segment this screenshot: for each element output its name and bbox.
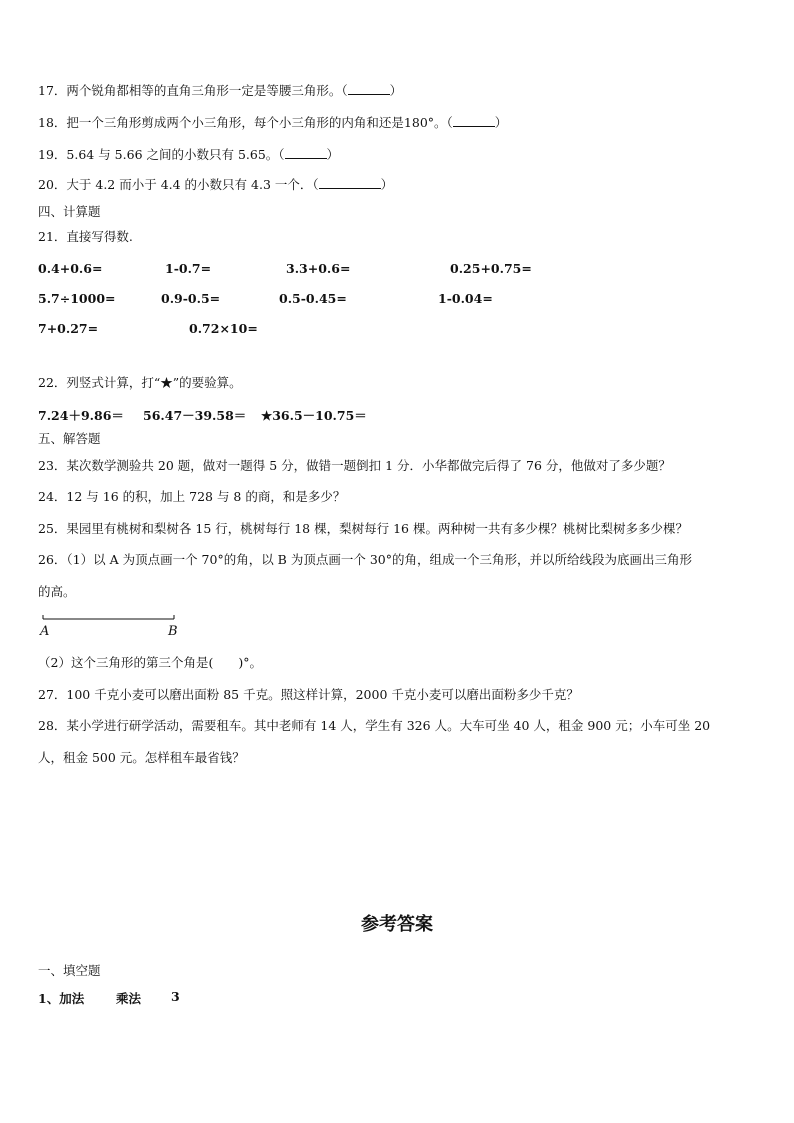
question-20-close: ）	[380, 177, 394, 192]
question-18	[38, 115, 507, 131]
calc-item: ★36.5－10.75＝	[261, 408, 367, 423]
answer-1-a: 1、加法	[38, 991, 85, 1006]
question-27: 27．100 千克小麦可以磨出面粉 85 千克。照这样计算，2000 千克小麦可以磨出面粉多少千克？	[38, 687, 579, 702]
question-26-line-2: 的高。	[38, 584, 76, 599]
answer-blank[interactable]	[285, 147, 327, 159]
answer-blank[interactable]	[453, 115, 495, 127]
question-26-line-1: 26．（1）以 A 为顶点画一个 70°的角，以 B 为顶点画一个 30°的角，组成一个三角形，并以所给线段为底画出三角形	[38, 552, 692, 567]
section-heading: 五、解答题	[38, 431, 101, 446]
calc-item: 3.3+0.6=	[286, 261, 351, 276]
segment-ab	[40, 612, 190, 642]
calc-item: 5.7÷1000=	[38, 291, 116, 306]
calc-row-1	[38, 261, 758, 277]
question-17-text: 17．两个锐角都相等的直角三角形一定是等腰三角形。（	[38, 83, 348, 98]
calc-item: 7+0.27=	[38, 321, 99, 336]
calc-item: 0.25+0.75=	[450, 261, 532, 276]
segment-ab-line	[40, 612, 190, 624]
calc-item: 1-0.7=	[165, 261, 212, 276]
question-19-close: ）	[326, 147, 340, 162]
point-b-label: B	[168, 624, 178, 639]
point-a-label: A	[40, 624, 50, 639]
question-20-text: 20．大于 4.2 而小于 4.4 的小数只有 4.3 一个．（	[38, 177, 319, 192]
question-22: 22．列竖式计算，打“★”的要验算。	[38, 375, 242, 390]
answer-blank[interactable]	[348, 83, 390, 95]
question-18-close: ）	[494, 115, 508, 130]
calc-item: 0.4+0.6=	[38, 261, 103, 276]
question-18-text: 18．把一个三角形剪成两个小三角形，每个小三角形的内角和还是180°。（	[38, 115, 453, 130]
answer-blank[interactable]	[319, 177, 381, 189]
vertical-calc-row	[38, 406, 758, 422]
answer-key-title: 参考答案	[361, 914, 433, 935]
answer-1-b: 乘法	[116, 991, 142, 1006]
question-28-line-2: 人，租金 500 元。怎样租车最省钱？	[38, 750, 245, 765]
question-20	[38, 177, 393, 193]
calc-item: 0.5-0.45=	[279, 291, 347, 306]
calc-item: 7.24＋9.86＝	[38, 408, 124, 423]
calc-item: 0.9-0.5=	[161, 291, 221, 306]
answer-1	[38, 989, 758, 1005]
question-19	[38, 147, 339, 163]
calc-item: 1-0.04=	[438, 291, 493, 306]
question-17-close: ）	[389, 83, 403, 98]
answer-section-heading: 一、填空题	[38, 963, 101, 978]
question-19-text: 19．5.64 与 5.66 之间的小数只有 5.65。（	[38, 147, 285, 162]
question-21: 21．直接写得数.	[38, 229, 133, 244]
calc-row-3	[38, 321, 758, 337]
calc-item: 56.47－39.58＝	[143, 408, 247, 423]
answer-1-c: 3	[171, 989, 180, 1004]
calc-item: 0.72×10=	[189, 321, 258, 336]
calc-row-2	[38, 291, 758, 307]
question-24: 24．12 与 16 的积，加上 728 与 8 的商，和是多少？	[38, 489, 346, 504]
section-heading: 四、计算题	[38, 204, 101, 219]
question-23: 23．某次数学测验共 20 题，做对一题得 5 分，做错一题倒扣 1 分．小华都做完后得了 76 分，他做对了多少题？	[38, 458, 671, 473]
question-28-line-1: 28．某小学进行研学活动，需要租车。其中老师有 14 人，学生有 326 人。大车可坐 40 人，租金 900 元；小车可坐 20	[38, 718, 711, 733]
question-25: 25．果园里有桃树和梨树各 15 行，桃树每行 18 棵，梨树每行 16 棵。两种树一共有多少棵？桃树比梨树多多少棵？	[38, 521, 688, 536]
question-17	[38, 83, 402, 99]
question-26-part-2: （2）这个三角形的第三个角是( )°。	[38, 655, 262, 670]
